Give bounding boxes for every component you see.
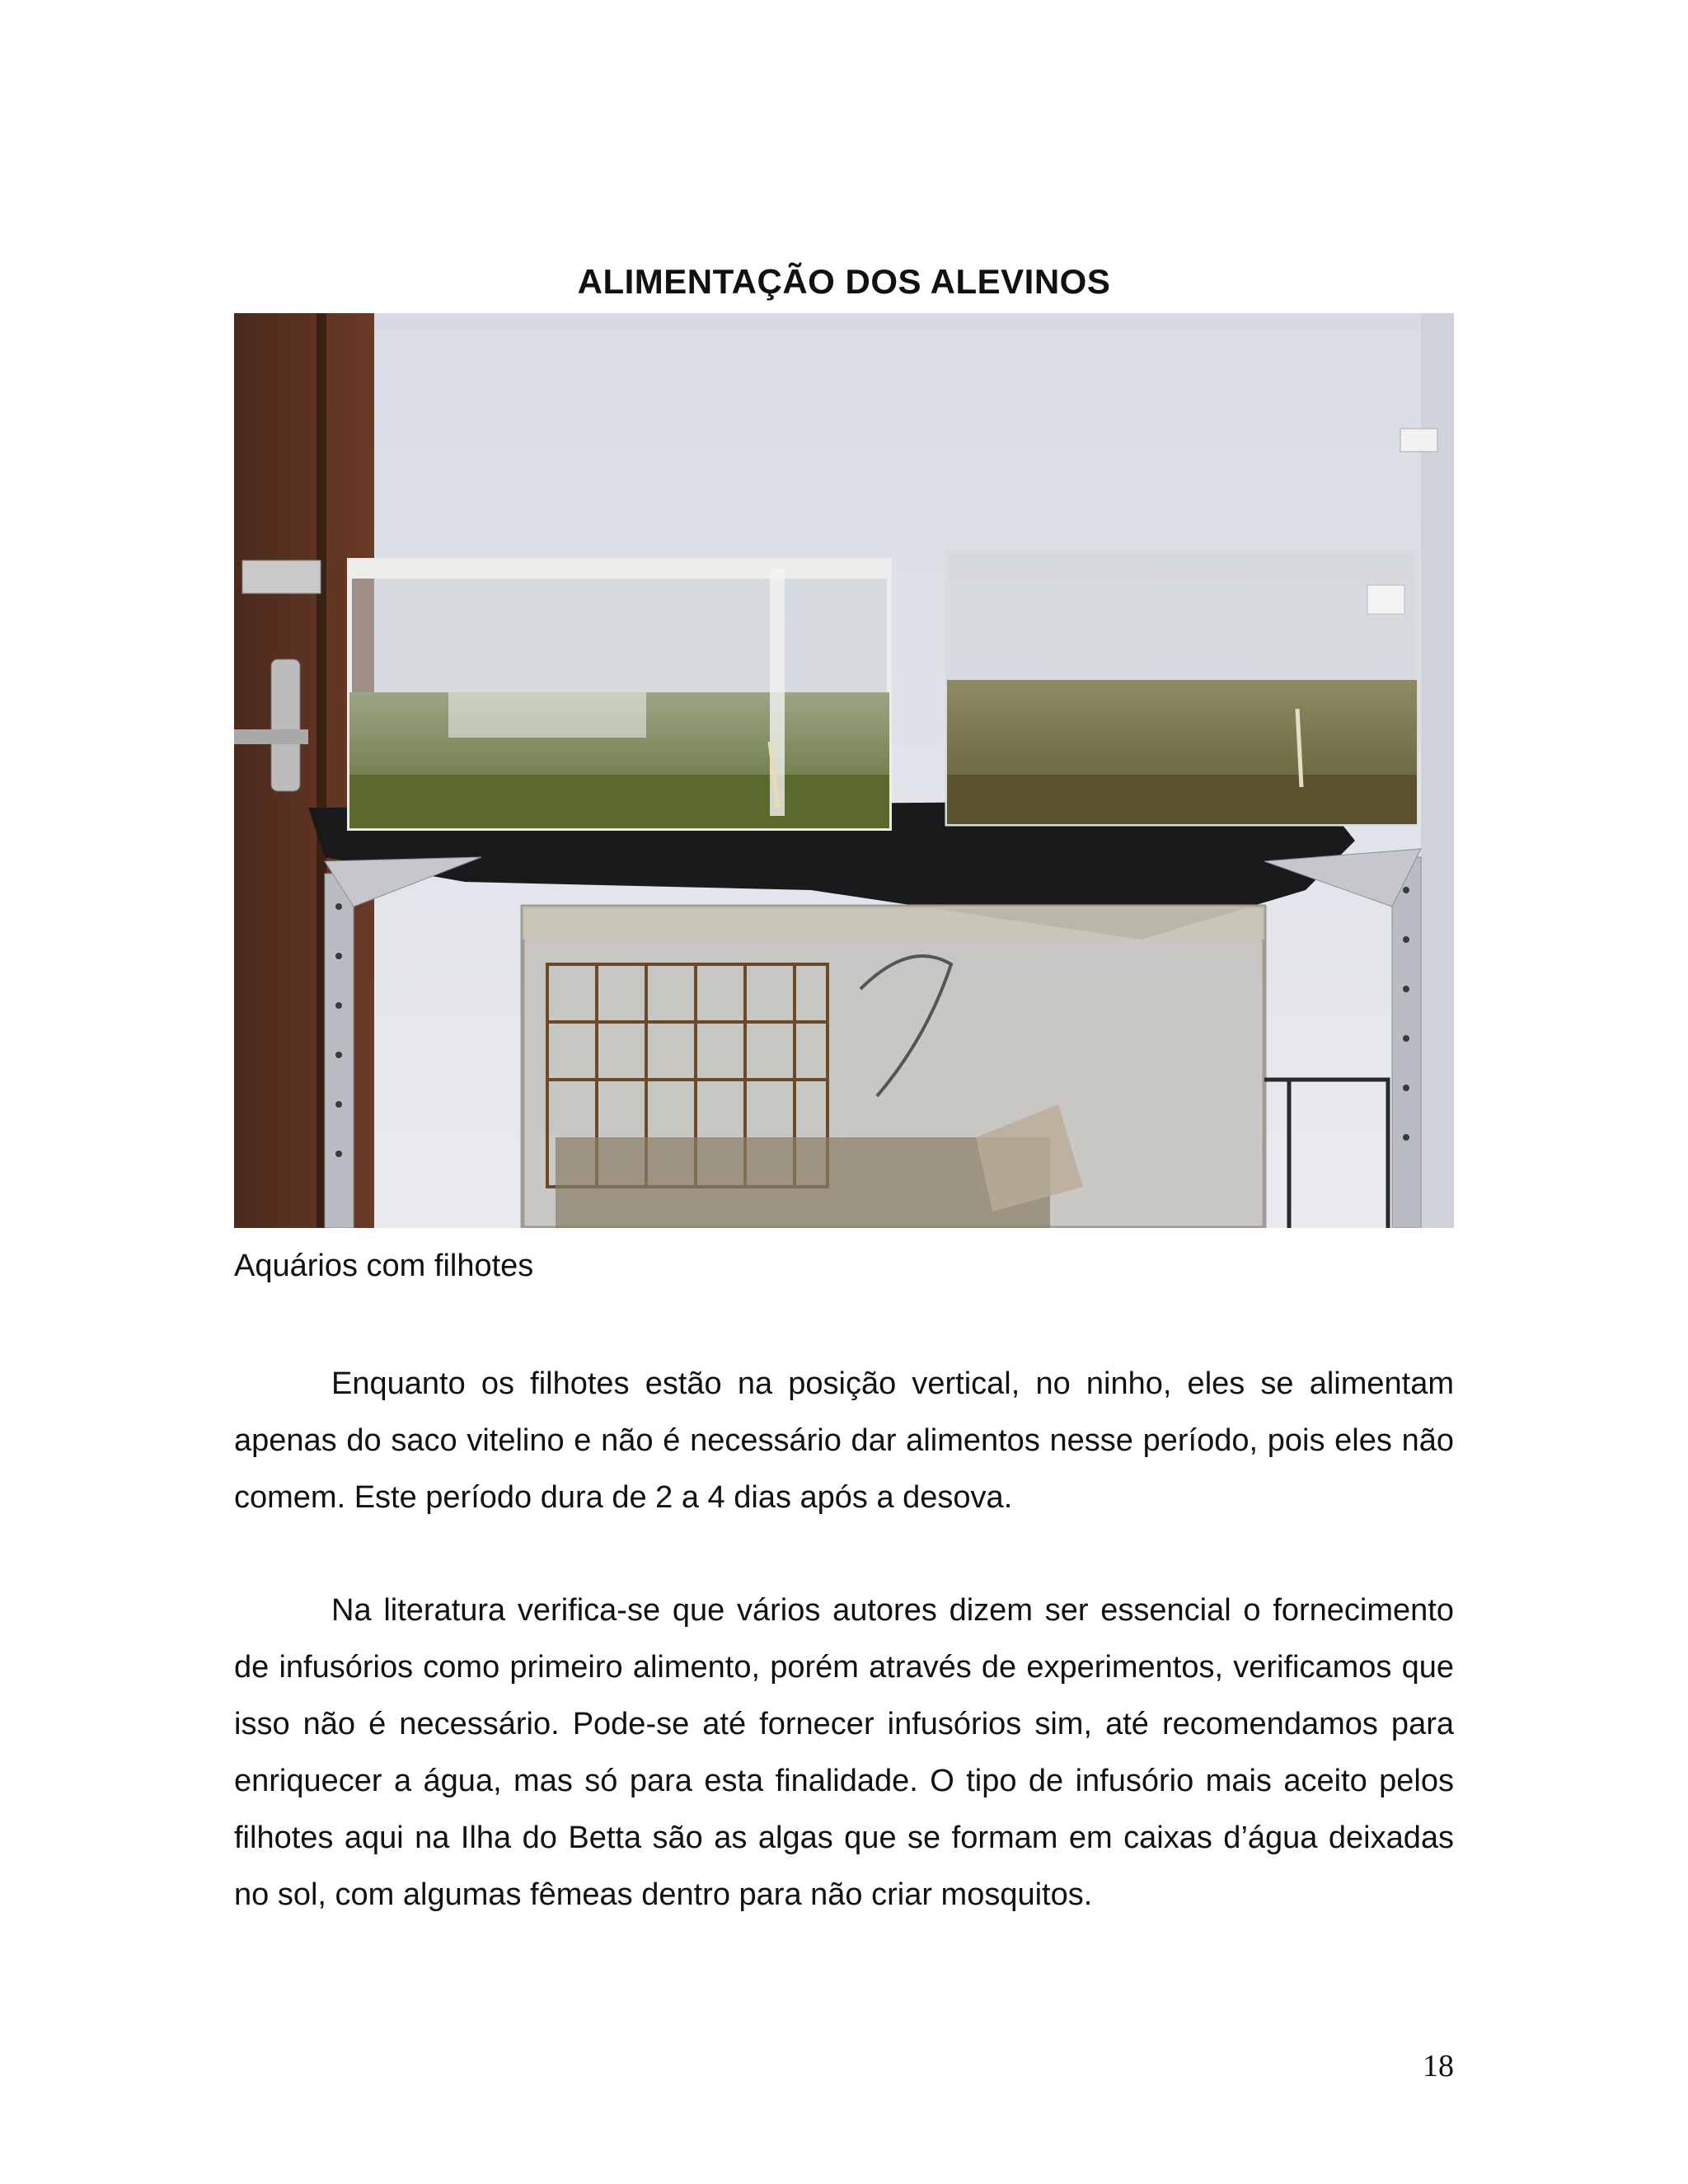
aquarium-photo <box>234 313 1454 1228</box>
aquarium-photo-illustration <box>234 313 1454 1228</box>
paragraph-1: Enquanto os filhotes estão na posição vertical, no ninho, eles se alimentam apenas do saco vitelino e não é necessário dar alimentos nesse período, pois eles não comem. Este período dura de 2 a 4 dias após a desova. <box>234 1366 1454 1515</box>
page-number: 18 <box>1423 2049 1454 2083</box>
page-title: ALIMENTAÇÃO DOS ALEVINOS <box>577 262 1111 301</box>
photo-caption: Aquários com filhotes <box>234 1249 534 1283</box>
paragraph-2: Na literatura verifica-se que vários autores dizem ser essencial o fornecimento de infusórios como primeiro alimento, porém através de experimentos, verificamos que isso não é necessário. Pode-se até fornecer infusórios sim, até recomendamos para enriquecer a água, mas só para esta finalidade. O tipo de infusório mais aceito pelos filhotes aqui na Ilha do Betta são as algas que se formam em caixas d’água deixadas no sol, com algumas fêmeas dentro para não criar mosquitos. <box>234 1593 1454 1912</box>
